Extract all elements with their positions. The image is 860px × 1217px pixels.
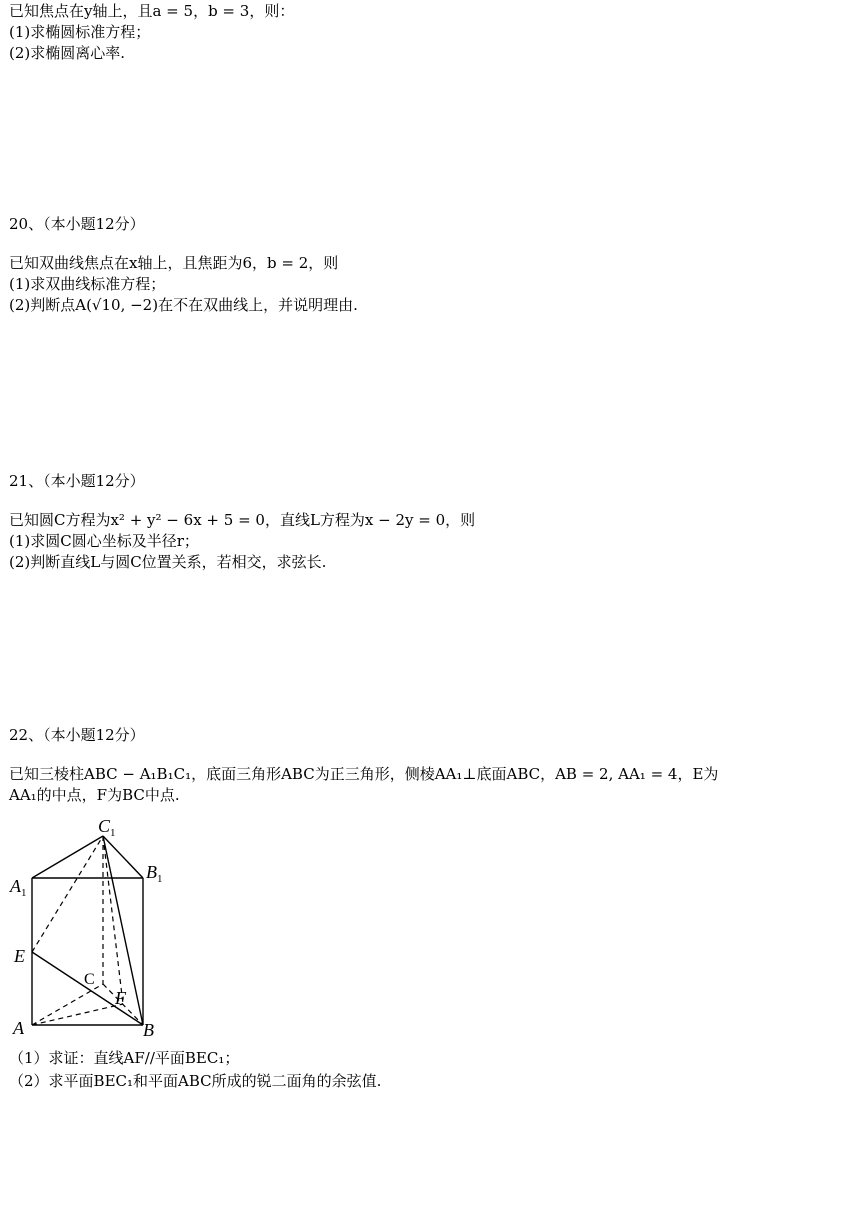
edge-A-C-hidden <box>32 984 103 1025</box>
q22-stem-line1: 已知三棱柱ABC − A₁B₁C₁，底面三角形ABC为正三角形，侧棱AA₁⊥底面ABC，AB = 2, AA₁ = 4，E为 <box>9 765 719 783</box>
edge-E-C1-hidden <box>32 836 103 952</box>
label-C: C <box>84 971 95 988</box>
q21-part1: (1)求圆C圆心坐标及半径r； <box>9 532 199 550</box>
edge-E-B <box>32 952 143 1025</box>
q19-part1: (1)求椭圆标准方程； <box>9 23 151 41</box>
q19-stem: 已知焦点在y轴上，且a = 5，b = 3，则： <box>9 2 295 20</box>
edge-C1-F-hidden <box>103 836 123 1004</box>
q20-part1: (1)求双曲线标准方程； <box>9 275 166 293</box>
q21-part2: (2)判断直线L与圆C位置关系，若相交，求弦长. <box>9 553 327 571</box>
edge-C1-B1 <box>103 836 143 878</box>
label-C1: $C_1$ <box>98 816 116 839</box>
q22-part1: （1）求证：直线AF//平面BEC₁； <box>9 1049 240 1067</box>
label-B1: $B_1$ <box>146 862 163 885</box>
q22-stem-line2: AA₁的中点，F为BC中点. <box>9 786 180 804</box>
q19-part2: (2)求椭圆离心率. <box>9 44 126 62</box>
q21-stem: 已知圆C方程为x² + y² − 6x + 5 = 0，直线L方程为x − 2y = 0，则 <box>9 511 476 529</box>
label-F: F <box>115 988 126 1008</box>
q20-stem: 已知双曲线焦点在x轴上，且焦距为6，b = 2，则 <box>9 254 339 272</box>
prism-figure <box>8 812 178 1042</box>
q22-part2: （2）求平面BEC₁和平面ABC所成的锐二面角的余弦值. <box>9 1072 382 1090</box>
edge-A1-C1 <box>32 836 103 878</box>
edge-A-F-hidden <box>32 1004 123 1025</box>
label-A1: $A_1$ <box>10 876 27 899</box>
label-E: E <box>14 946 25 966</box>
label-B: B <box>143 1020 154 1040</box>
label-A: A <box>13 1018 24 1038</box>
q21-header: 21、（本小题12分） <box>9 472 145 490</box>
q20-header: 20、（本小题12分） <box>9 215 145 233</box>
q20-part2: (2)判断点A(√10, −2)在不在双曲线上，并说明理由. <box>9 296 358 314</box>
q22-header: 22、（本小题12分） <box>9 726 145 744</box>
